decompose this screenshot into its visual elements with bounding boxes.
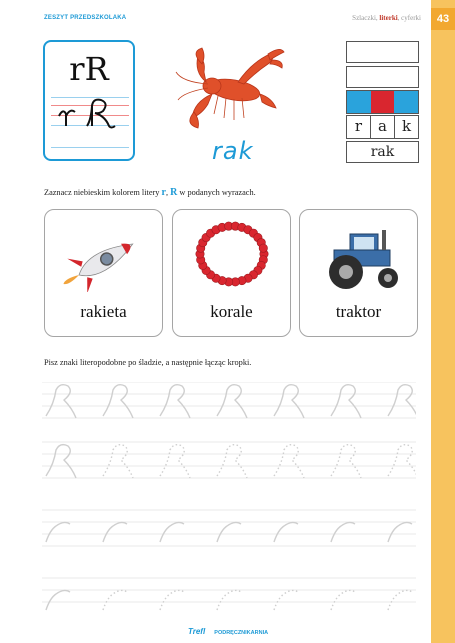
print-letters: rR <box>69 50 109 88</box>
trace-letter-shape[interactable] <box>160 590 184 610</box>
trace-letter-shape[interactable] <box>160 445 190 478</box>
sound-scheme <box>346 90 419 114</box>
trace-letter-shape[interactable] <box>46 590 70 610</box>
trace-letter-shape[interactable] <box>274 522 298 542</box>
letter-cell: a <box>371 116 395 138</box>
letter-scheme <box>346 115 419 139</box>
letter-cell: r <box>347 116 371 138</box>
rocket-illustration <box>55 220 154 292</box>
trace-letter-shape[interactable] <box>46 522 70 542</box>
trace-letter-shape[interactable] <box>388 522 412 542</box>
lobster-illustration <box>172 42 292 134</box>
sound-cell-consonant <box>394 91 418 113</box>
sound-cell-consonant <box>347 91 371 113</box>
picture-card-traktor[interactable] <box>299 209 418 337</box>
footer-logos <box>188 619 278 636</box>
picture-label: korale <box>210 302 253 321</box>
brand-logo: Trefl <box>188 627 206 636</box>
page-sidebar <box>431 0 455 643</box>
picture-card-korale[interactable] <box>172 209 291 337</box>
page-number: 43 <box>431 8 455 30</box>
trace-letter-shape[interactable] <box>103 385 133 418</box>
trace-letter-shape[interactable] <box>217 385 247 418</box>
trace-letter-shape[interactable] <box>274 445 304 478</box>
scheme-blank-row-2[interactable] <box>346 66 419 88</box>
trace-letter-shape[interactable] <box>388 590 412 610</box>
section-subtitle: Szlaczki, literki, cyferki <box>352 14 421 22</box>
trace-letter-shape[interactable] <box>103 590 127 610</box>
trace-letter-shape[interactable] <box>160 385 190 418</box>
trace-letter-shape[interactable] <box>46 445 76 478</box>
trace-letter-shape[interactable] <box>331 522 355 542</box>
picture-label: traktor <box>335 302 382 321</box>
script-word: rak <box>212 137 254 165</box>
letter-cell: k <box>401 117 412 135</box>
tractor-illustration <box>310 220 409 292</box>
trace-letter-shape[interactable] <box>388 385 416 418</box>
trace-letter-shape[interactable] <box>331 445 361 478</box>
sound-cell-vowel <box>371 91 395 113</box>
trace-letter-shape[interactable] <box>103 522 127 542</box>
trace-letter-shape[interactable] <box>160 522 184 542</box>
trace-letter-shape[interactable] <box>103 445 133 478</box>
trace-letter-shape[interactable] <box>331 385 361 418</box>
book-title: ZESZYT PRZEDSZKOLAKA <box>44 15 127 21</box>
tracing-area[interactable] <box>42 382 416 612</box>
word-box: rak <box>346 141 419 163</box>
trace-letter-shape[interactable] <box>46 385 76 418</box>
trace-letter-shape[interactable] <box>217 590 241 610</box>
trace-letter-shape[interactable] <box>274 590 298 610</box>
trace-letter-shape[interactable] <box>217 522 241 542</box>
trace-letter-shape[interactable] <box>217 445 247 478</box>
task2-instruction: Pisz znaki literopodobne po śladzie, a następnie łącząc kropki. <box>44 358 252 367</box>
picture-card-rakieta[interactable] <box>44 209 163 337</box>
guide-line <box>51 147 129 148</box>
trace-letter-shape[interactable] <box>274 385 304 418</box>
bead <box>259 244 267 252</box>
cursive-letters-graphic <box>55 94 125 130</box>
trace-letter-shape[interactable] <box>331 590 355 610</box>
bead-necklace-illustration <box>183 220 282 292</box>
publisher-logo: PODRĘCZNIKARNIA <box>214 630 269 636</box>
scheme-blank-row-1[interactable] <box>346 41 419 63</box>
picture-label: rakieta <box>80 302 127 321</box>
task1-instruction: Zaznacz niebieskim kolorem litery r, R w podanych wyrazach. <box>44 187 256 198</box>
letter-card <box>43 40 135 161</box>
trace-letter-shape[interactable] <box>388 445 416 478</box>
